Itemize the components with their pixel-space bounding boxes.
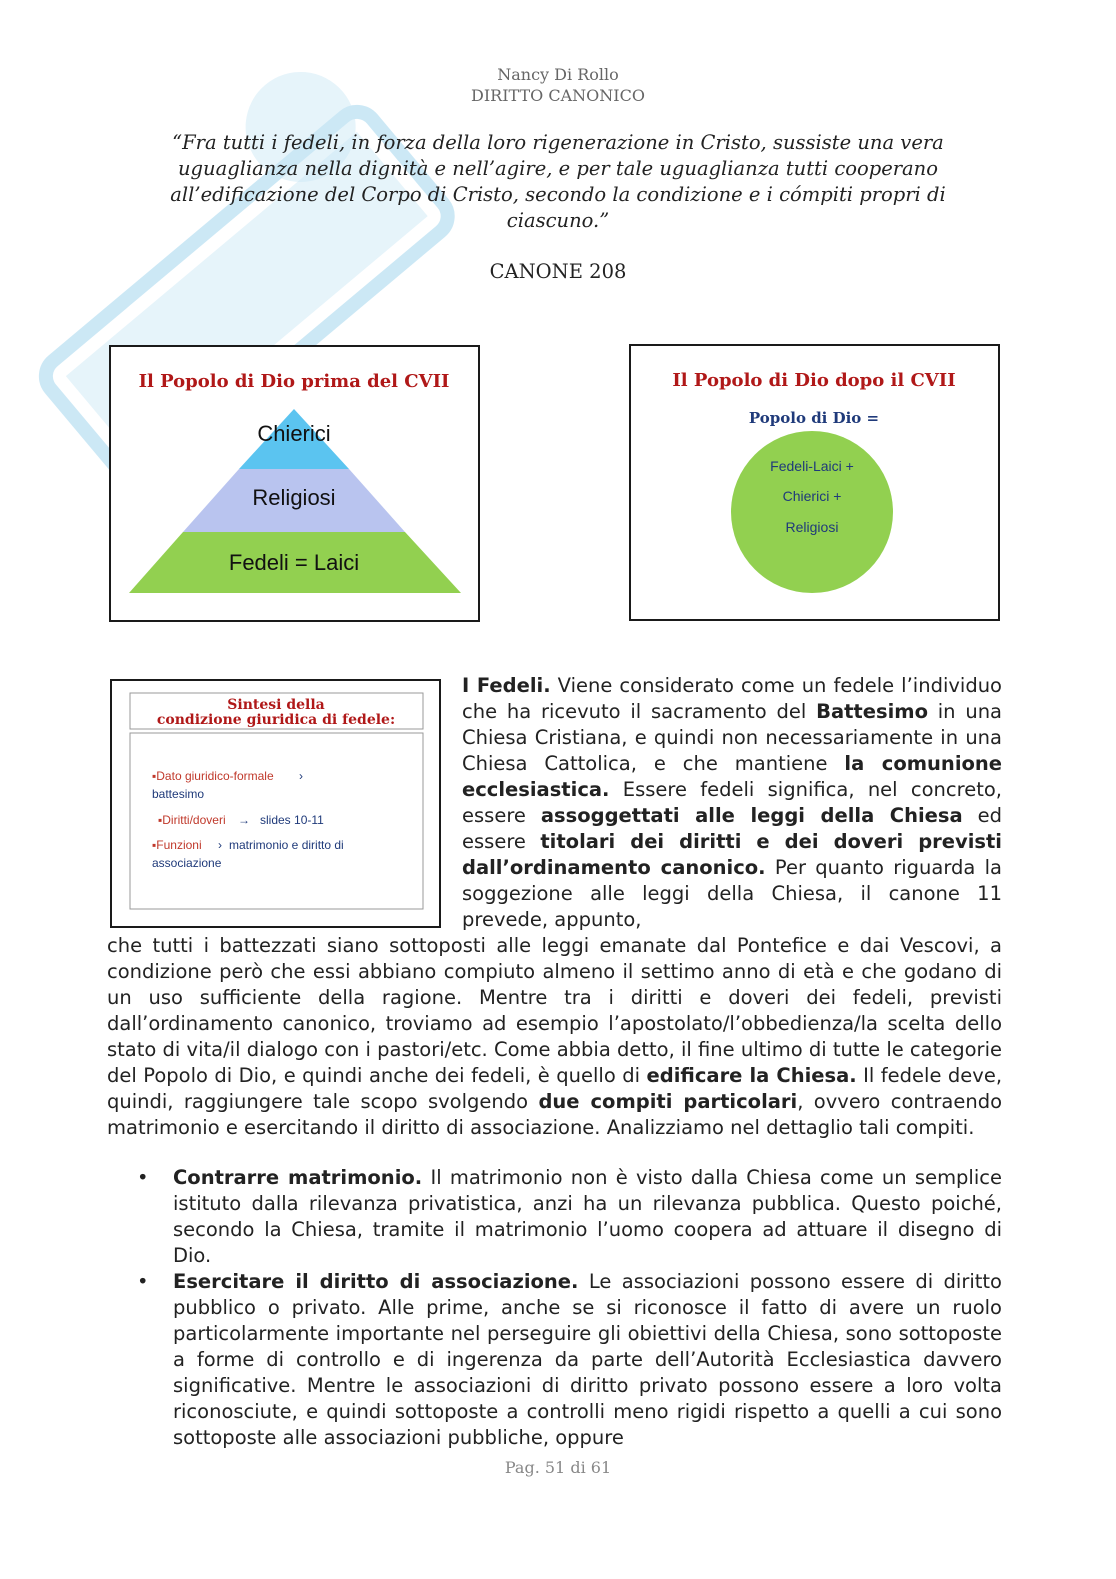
text-run: Il fedele deve, quindi, raggiungere tale scopo svolgendo (107, 1064, 1003, 1113)
slide-sintesi-title-1: Sintesi della (227, 697, 325, 713)
term-titolari: titolari dei diritti e dei doveri previsti dall’ordinamento canonico. (462, 830, 1002, 879)
circle-item-religiosi: Religiosi (785, 519, 839, 535)
slide-sintesi (110, 679, 441, 928)
canon-reference: CANONE 208 (489, 260, 627, 283)
text-run: in una Chiesa Cristiana, e quindi non necessariamente in una Chiesa Cattolica, e che mantiene (462, 700, 1002, 775)
term-battesimo: Battesimo (816, 700, 928, 723)
term-edificare: edificare la Chiesa. (646, 1064, 857, 1087)
author-name: Nancy Di Rollo (497, 65, 619, 84)
term-fedeli: I Fedeli. (462, 674, 551, 697)
text-run: Per quanto riguarda la soggezione alle leggi della Chiesa, il canone 11 prevede, appunto, (462, 856, 1003, 931)
bullet-diritti-arrow: → (238, 813, 250, 827)
course-title: DIRITTO CANONICO (471, 86, 645, 105)
bullet-diritti-label: ▪Diritti/doveri (158, 813, 226, 827)
text-run: Viene considerato come un fedele l’individuo che ha ricevuto il sacramento del (462, 674, 1002, 723)
bullet-funzioni-value-1: matrimonio e diritto di (229, 838, 344, 852)
page-number: Pag. 51 di 61 (504, 1458, 612, 1477)
bullet-diritti-value: slides 10-11 (260, 813, 324, 827)
circle-item-fedeli: Fedeli-Laici + (770, 458, 854, 474)
bullet-funzioni-arrow: › (218, 838, 222, 852)
slide-circle-title: Il Popolo di Dio dopo il CVII (672, 370, 956, 391)
slide-sintesi-title-2: condizione giuridica di fedele: (156, 712, 396, 728)
pyramid-label-fedeli: Fedeli = Laici (228, 550, 360, 575)
term-comunione: la comunione ecclesiastica. (462, 752, 1003, 801)
paragraph-fedeli-intro (462, 673, 1002, 933)
circle-item-chierici: Chierici + (782, 488, 842, 504)
list-item-text: Le associazioni possono essere di diritto pubblico o privato. Alle prime, anche se si riconosce il fatto di avere un ruolo particolarmente importante nel perseguire gli obiettivi della Chiesa, sono sottoposte a forme di controllo e di ingerenza da parte dell’Autorità Ecclesiastica davvero significative. Mentre le associazioni di diritto privato possono essere a loro volta riconosciute, e quindi sottoposte a controlli meno rigidi rispetto a quelli a cui sono sottoposte alle associazioni pubbliche, oppure (173, 1270, 1002, 1449)
text-run: che tutti i battezzati siano sottoposti alle leggi emanate dal Pontefice e dai Vescovi, a condizione però che essi abbiano compiuto almeno il settimo anno di età e che godano di un uso sufficiente della ragione. Mentre tra i diritti e doveri dei fedeli, previsti dall’ordinamento canonico, troviamo ad esempio l’apostolato/l’obbedienza/la scelta dello stato di vita/il dialogo con i pastori/etc. Come abbia detto, il fine ultimo di tutte le categorie del Popolo di Dio, e quindi anche dei fedeli, è quello di (107, 934, 1002, 1087)
bullet-dato-value: battesimo (152, 787, 205, 801)
term-due-compiti: due compiti particolari (538, 1090, 798, 1113)
page-header (0, 64, 1116, 106)
slide-pyramid-title: Il Popolo di Dio prima del CVII (138, 371, 450, 392)
bullet-dot: • (137, 1270, 149, 1293)
text-run: , ovvero contraendo matrimonio e esercitando il diritto di associazione. Analizziamo nel dettaglio tali compiti. (107, 1090, 1003, 1139)
slide-pyramid (109, 345, 480, 622)
bullet-funzioni-label: ▪Funzioni (152, 838, 202, 852)
pyramid-label-religiosi: Religiosi (252, 485, 336, 510)
bullet-dot: • (137, 1166, 149, 1189)
text-run: Essere fedeli significa, nel concreto, essere (462, 778, 1002, 827)
canon-quote: “Fra tutti i fedeli, in forza della loro rigenerazione in Cristo, sussiste una vera uguaglianza nella dignità e nell’agire, e per tale uguaglianza tutti cooperano all’edificazione del Corpo di Cristo, secondo la condizione e i cómpiti propri di ciascuno.” (170, 131, 946, 232)
pyramid-label-chierici: Chierici (257, 421, 331, 446)
compiti-list (107, 1165, 1002, 1451)
term-assoggettati: assoggettati alle leggi della Chiesa (540, 804, 963, 827)
slide-circle-subtitle: Popolo di Dio = (748, 409, 880, 427)
list-item-title: Contrarre matrimonio. (173, 1166, 423, 1189)
list-item-title: Esercitare il diritto di associazione. (173, 1270, 579, 1293)
text-run: ed essere (462, 804, 1002, 853)
list-item-text: Il matrimonio non è visto dalla Chiesa come un semplice istituto dalla rilevanza privatistica, anzi ha un rilevanza pubblica. Questo poiché, secondo la Chiesa, tramite il matrimonio l’uomo coopera ad attuare il disegno di Dio. (173, 1166, 1002, 1267)
slide-circle (629, 344, 1000, 621)
popolo-circle (731, 431, 893, 593)
list-item (107, 1269, 1002, 1451)
bullet-dato-label: ▪Dato giuridico-formale (152, 769, 274, 783)
paragraph-fedeli-continued (107, 933, 1002, 1141)
list-item (107, 1165, 1002, 1269)
bullet-funzioni-value-2: associazione (152, 856, 222, 870)
bullet-dato-arrow: › (299, 769, 303, 783)
